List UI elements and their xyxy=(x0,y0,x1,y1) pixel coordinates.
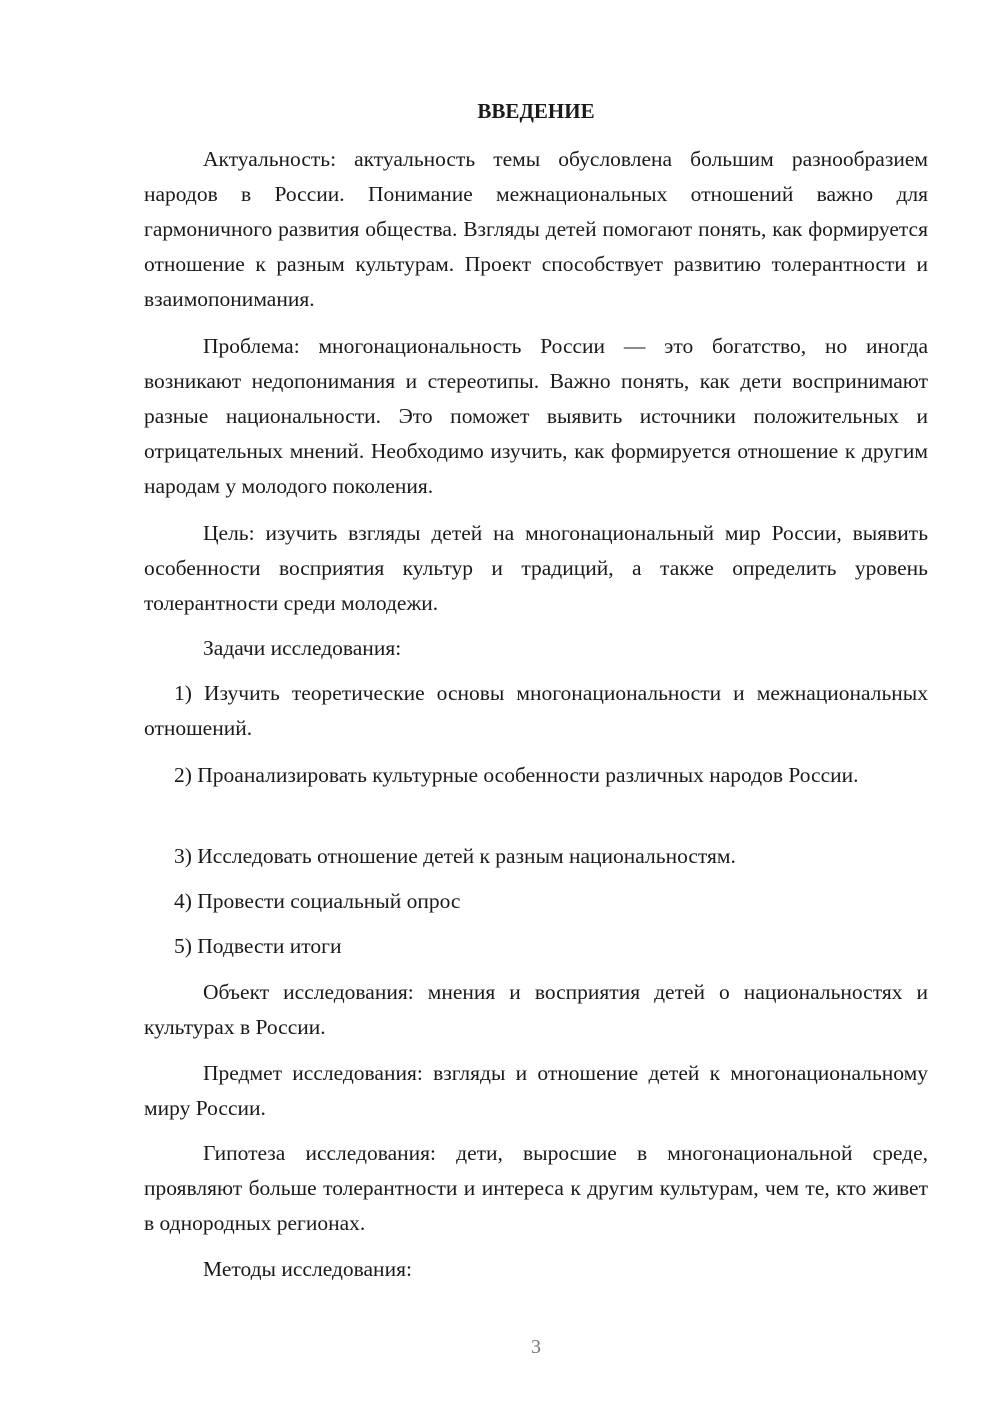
task-item-2: 2) Проанализировать культурные особенности различных народов России. xyxy=(174,763,859,787)
object-paragraph: Объект исследования: мнения и восприятия детей о национальностях и культурах в России. xyxy=(144,980,928,1039)
goal-paragraph: Цель: изучить взгляды детей на многонациональный мир России, выявить особенности восприятия культур и традиций, а также определить уровень толерантности среди молодежи. xyxy=(144,521,928,615)
page-number: 3 xyxy=(531,1336,541,1358)
page-title: ВВЕДЕНИЕ xyxy=(477,99,595,123)
subject-paragraph: Предмет исследования: взгляды и отношение детей к многонациональному миру России. xyxy=(144,1061,928,1120)
problem-paragraph: Проблема: многонациональность России — это богатство, но иногда возникают недопонимания и стереотипы. Важно понять, как дети воспринимают разные национальности. Это поможет выявить источники положительных и отрицательных мнений. Необходимо изучить, как формируется отношение к другим народам у молодого поколения. xyxy=(144,334,928,498)
task-item-4: 4) Провести социальный опрос xyxy=(174,889,461,913)
task-item-1: 1) Изучить теоретические основы многонациональности и межнациональных отношений. xyxy=(144,681,928,740)
task-item-3: 3) Исследовать отношение детей к разным национальностям. xyxy=(174,844,736,868)
relevance-paragraph: Актуальность: актуальность темы обусловлена большим разнообразием народов в России. Понимание межнациональных отношений важно для гармоничного развития общества. Взгляды детей помогают понять, как формируется отношение к разным культурам. Проект способствует развитию толерантности и взаимопонимания. xyxy=(144,147,928,311)
tasks-heading: Задачи исследования: xyxy=(203,636,402,660)
hypothesis-paragraph: Гипотеза исследования: дети, выросшие в многонациональной среде, проявляют больше толерантности и интереса к другим культурам, чем те, кто живет в однородных регионах. xyxy=(144,1141,928,1235)
task-item-5: 5) Подвести итоги xyxy=(174,934,342,958)
methods-heading: Методы исследования: xyxy=(203,1257,412,1281)
